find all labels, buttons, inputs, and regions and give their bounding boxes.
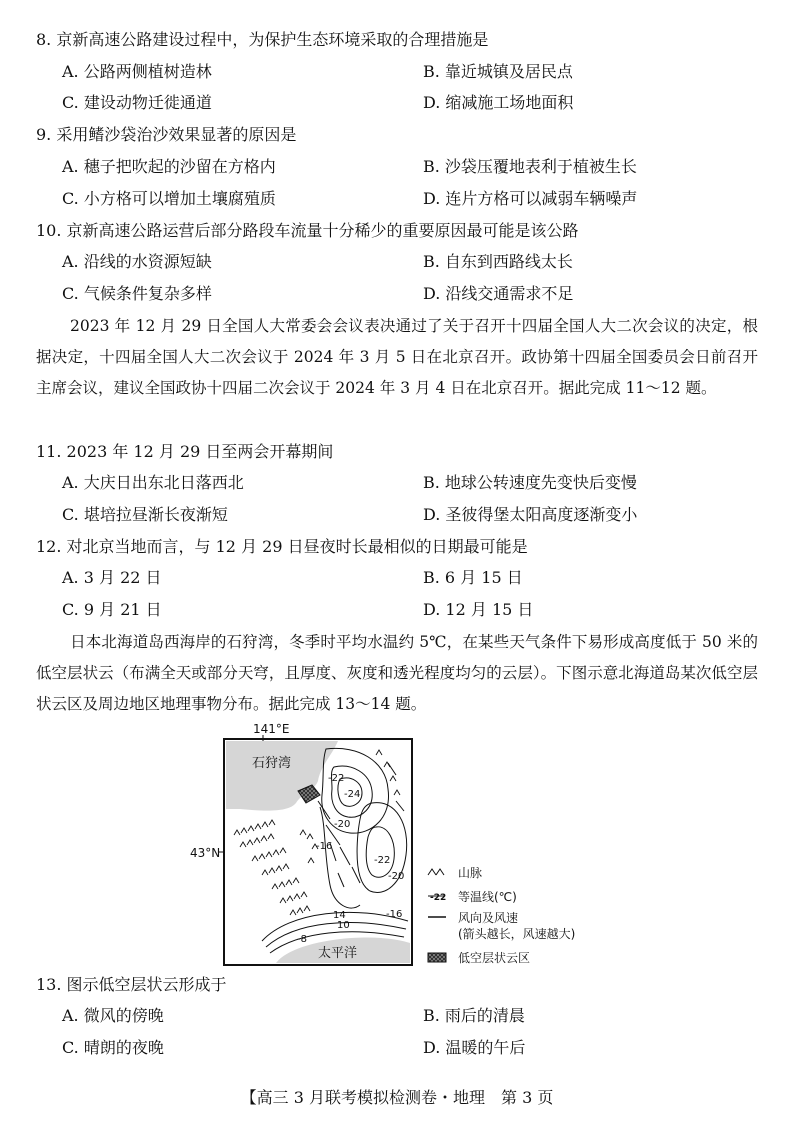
q11-option-a: A. 大庆日出东北日落西北 [62,473,244,492]
q13-option-c: C. 晴朗的夜晚 [62,1038,164,1057]
isotherm-label: -22 [374,855,391,866]
question-9-stem: 9. 采用鳍沙袋治沙效果显著的原因是 [36,125,297,144]
isotherm-label: -24 [344,789,361,800]
q8-option-d: D. 缩减施工场地面积 [423,93,574,112]
q9-option-c: C. 小方格可以增加土壤腐殖质 [62,189,276,208]
passage-11-12: 2023 年 12 月 29 日全国人大常委会会议表决通过了关于召开十四届全国人大二次会议的决定，根据决定，十四届全国人大二次会议于 2024 年 3 月 5 日在北京召开。政协第十四届全国委员会日前召开主席会议，建议全国政协十四届二次会议于 2024 年 3 月 4 日在北京召开。据此完成 11～12 题。 [36,317,758,397]
q12-option-c: C. 9 月 21 日 [62,600,162,619]
legend-cloud-icon [428,953,446,962]
isotherm-label: -20 [334,819,351,830]
q8-option-a: A. 公路两侧植树造林 [62,62,212,81]
q10-option-b: B. 自东到西路线太长 [423,252,573,271]
legend-mountain-label: 山脉 [458,866,483,880]
isotherm-label: -22 [328,773,345,784]
q9-option-d: D. 连片方格可以减弱车辆噪声 [423,189,638,208]
legend-mountain-icon [428,869,444,875]
bay-label: 石狩湾 [252,756,292,771]
question-13-stem: 13. 图示低空层状云形成于 [36,975,227,994]
isotherm-label: -8 [297,934,307,945]
legend-isotherm-label: 等温线(℃) [458,890,517,904]
q11-option-b: B. 地球公转速度先变快后变慢 [423,473,637,492]
legend-wind-label: 风向及风速 [458,911,519,925]
q13-option-a: A. 微风的傍晚 [62,1006,164,1025]
q8-option-c: C. 建设动物迁徙通道 [62,93,212,112]
q10-option-c: C. 气候条件复杂多样 [62,284,212,303]
hokkaido-cloud-map [0,715,794,975]
q9-option-b: B. 沙袋压覆地表利于植被生长 [423,157,637,176]
isotherm-label: -16 [386,909,403,920]
passage-13-14: 日本北海道岛西海岸的石狩湾，冬季时平均水温约 5℃，在某些天气条件下易形成高度低于 50 米的低空层状云（布满全天或部分天穹，且厚度、灰度和透光程度均匀的云层）。下图示意北海道岛某次低空层状云区及周边地区地理事物分布。据此完成 13～14 题。 [36,633,758,713]
isotherm-label: -20 [388,871,405,882]
isotherm-line [366,827,394,877]
q11-option-c: C. 堪培拉昼渐长夜渐短 [62,505,228,524]
question-8-stem: 8. 京新高速公路建设过程中，为保护生态环境采取的合理措施是 [36,30,489,49]
q10-option-a: A. 沿线的水资源短缺 [62,252,212,271]
q8-option-b: B. 靠近城镇及居民点 [423,62,573,81]
q9-option-a: A. 穗子把吹起的沙留在方格内 [62,157,276,176]
q12-option-d: D. 12 月 15 日 [423,600,534,619]
q13-option-d: D. 温暖的午后 [423,1038,526,1057]
legend-wind-note: (箭头越长，风速越大) [458,927,576,941]
isotherm-label: -16 [316,841,333,852]
q13-option-b: B. 雨后的清晨 [423,1006,525,1025]
legend [428,866,575,965]
question-12-stem: 12. 对北京当地而言，与 12 月 29 日昼夜时长最相似的日期最可能是 [36,537,528,556]
q11-option-d: D. 圣彼得堡太阳高度逐渐变小 [423,505,638,524]
isotherm-label: 14 [333,910,346,921]
question-11-stem: 11. 2023 年 12 月 29 日至两会开幕期间 [36,442,334,461]
isotherm-label: 10 [337,920,350,931]
q12-option-a: A. 3 月 22 日 [62,568,162,587]
page-footer: 【高三 3 月联考模拟检测卷・地理 第 3 页 [240,1088,554,1107]
q10-option-d: D. 沿线交通需求不足 [423,284,574,303]
longitude-label: 141°E [253,722,290,736]
legend-cloud-label: 低空层状云区 [458,951,531,965]
q12-option-b: B. 6 月 15 日 [423,568,523,587]
question-10-stem: 10. 京新高速公路运营后部分路段车流量十分稀少的重要原因最可能是该公路 [36,221,579,240]
latitude-label: 43°N [190,846,221,860]
legend-isotherm-sample: -22 [430,893,447,903]
ocean-label: 太平洋 [318,946,358,961]
ishikari-bay-sea [226,741,338,811]
